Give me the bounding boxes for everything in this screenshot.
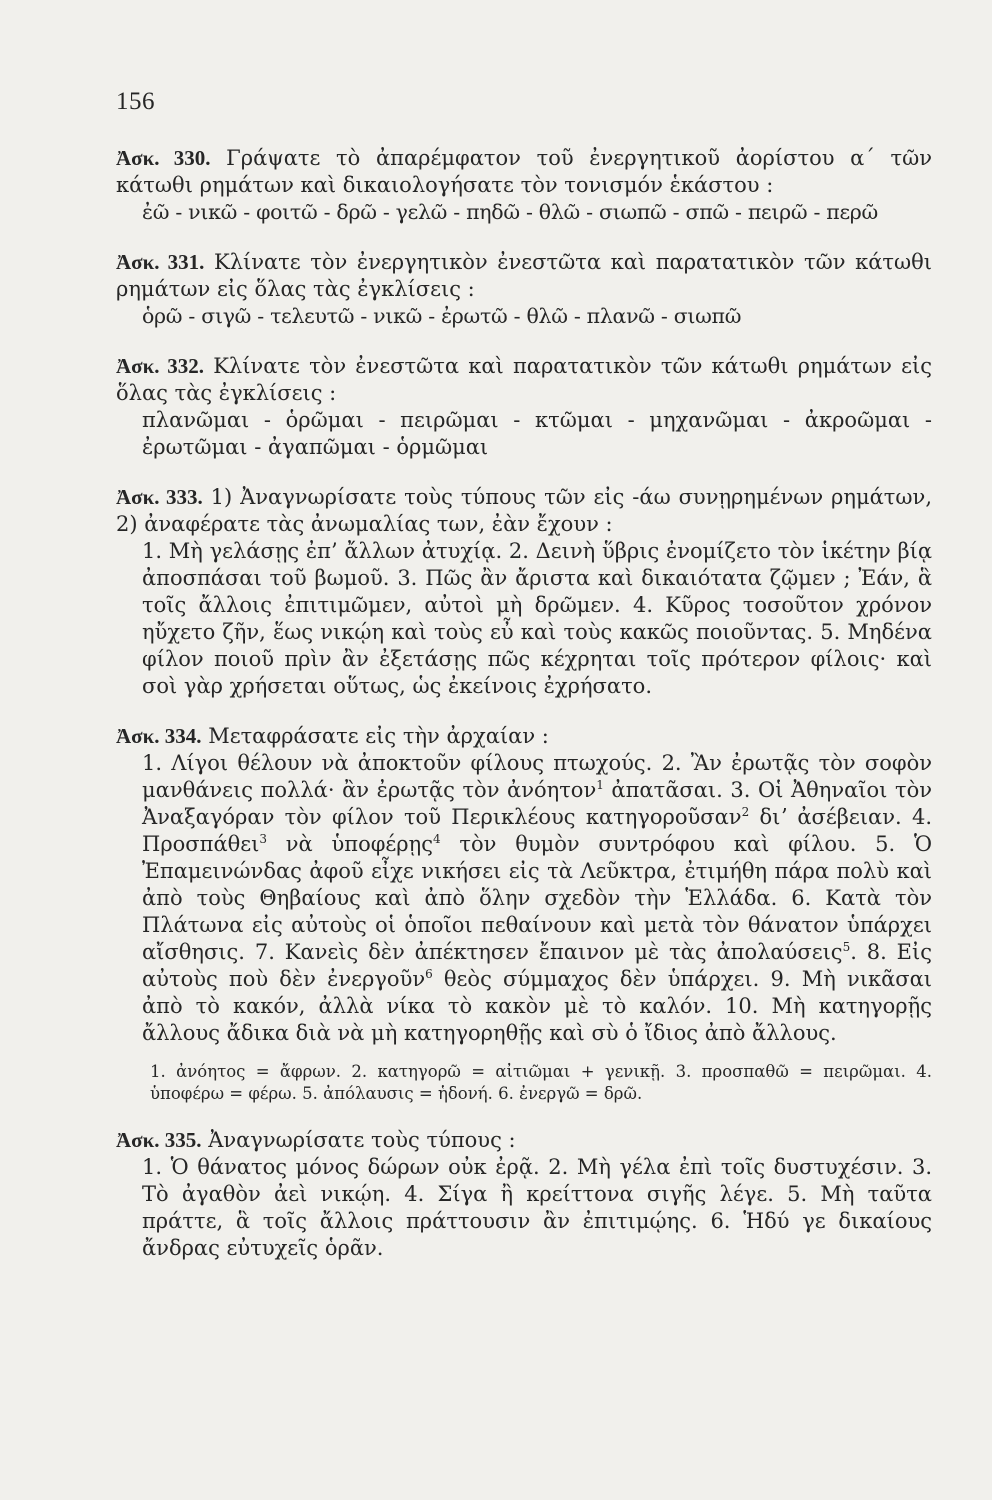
exercise-instruction: Ἀναγνωρίσατε τοὺς τύπους : bbox=[208, 1128, 516, 1152]
sentence-text: διʼ ἀσέβειαν. 4. Προσπάθει bbox=[142, 805, 932, 856]
exercise-instruction: Κλίνατε τὸν ἐνεστῶτα καὶ παρατατικὸν τῶν κάτωθι ρημάτων εἰς ὅλας τὰς ἐγκλίσεις : bbox=[116, 354, 932, 405]
exercise-label: Ἀσκ. 335. bbox=[116, 1128, 202, 1152]
sentence-text: νὰ ὑποφέρῃς bbox=[267, 832, 433, 856]
footnotes: 1. ἀνόητος = ἄφρων. 2. κατηγορῶ = αἰτιῶμαι + γενικῇ. 3. προσπαθῶ = πειρῶμαι. 4. ὑποφέρω = φέρω. 5. ἀπόλαυσις = ἡδονή. 6. ἐνεργῶ = δρῶ. bbox=[150, 1062, 932, 1103]
sentence-text: θεὸς σύμμαχος δὲν ὑπάρχει. 9. Μὴ νικᾶσαι ἀπὸ τὸ κακόν, ἀλλὰ νίκα τὸ κακὸν μὲ τὸ καλόν. 10. Μὴ κατηγορῇς ἄλλους ἄδικα διὰ νὰ μὴ κατηγορηθῇς καὶ σὺ ὁ ἴδιος ἀπὸ ἄλλους. bbox=[142, 967, 932, 1045]
sentence-text: τὸν θυμὸν συντρόφου καὶ φίλου. 5. Ὁ Ἐπαμεινώνδας ἀφοῦ εἶχε νικήσει εἰς τὰ Λεῦκτρα, ἐτιμήθη πάρα πολὺ καὶ ἀπὸ τοὺς Θηβαίους καὶ ἀπὸ ὅλην σχεδὸν τὴν Ἑλλάδα. 6. Κατὰ τὸν Πλάτωνα εἰς αὐτοὺς οἱ ὁποῖοι πεθαίνουν καὶ μετὰ τὸν θάνατον ὑπάρχει αἴσθησις. 7. Κανεὶς δὲν ἀπέκτησεν ἔπαινον μὲ τὰς ἀπολαύσεις bbox=[142, 832, 933, 964]
exercise-label: Ἀσκ. 332. bbox=[116, 354, 205, 378]
exercise-instruction: Γράψατε τὸ ἀπαρέμφατον τοῦ ἐνεργητικοῦ ἀορίστου α΄ τῶν κάτωθι ρημάτων καὶ δικαιολογήσατε τὸν τονισμόν ἑκάστου : bbox=[116, 146, 932, 197]
exercise-verb-list: ὁρῶ - σιγῶ - τελευτῶ - νικῶ - ἐρωτῶ - θλῶ - πλανῶ - σιωπῶ bbox=[142, 304, 742, 328]
exercise-verb-list: ἐῶ - νικῶ - φοιτῶ - δρῶ - γελῶ - πηδῶ - θλῶ - σιωπῶ - σπῶ - πειρῶ - περῶ bbox=[142, 200, 878, 224]
exercise-label: Ἀσκ. 331. bbox=[116, 250, 205, 274]
exercise-label: Ἀσκ. 330. bbox=[116, 146, 211, 170]
footnote-ref: 2 bbox=[741, 805, 750, 819]
exercise-instruction: 1) Ἀναγνωρίσατε τοὺς τύπους τῶν εἰς -άω συνῃρημένων ρημάτων, 2) ἀναφέρατε τὰς ἀνωμαλίας των, ἐὰν ἔχουν : bbox=[116, 485, 932, 536]
sentence-text: ἀπατᾶσαι. 3. Οἱ Ἀθηναῖοι τὸν Ἀναξαγόραν τὸν φίλον τοῦ Περικλέους κατηγοροῦσαν bbox=[142, 778, 932, 829]
exercise-instruction: Μεταφράσατε εἰς τὴν ἀρχαίαν : bbox=[208, 724, 549, 748]
sentence-text: . 8. Εἰς αὐτοὺς ποὺ δὲν ἐνεργοῦν bbox=[142, 940, 932, 991]
exercise-335 bbox=[116, 1127, 932, 1262]
footnote-ref: 4 bbox=[433, 832, 441, 846]
footnote-ref: 3 bbox=[259, 832, 268, 846]
exercise-label: Ἀσκ. 333. bbox=[116, 485, 203, 509]
footnote-ref: 1 bbox=[596, 778, 604, 792]
exercise-332 bbox=[116, 353, 932, 461]
exercise-instruction: Κλίνατε τὸν ἐνεργητικὸν ἐνεστῶτα καὶ παρατατικὸν τῶν κάτωθι ρημάτων εἰς ὅλας τὰς ἐγκλίσεις : bbox=[116, 250, 932, 301]
exercise-label: Ἀσκ. 334. bbox=[116, 724, 202, 748]
sentence-text: 1. Λίγοι θέλουν νὰ ἀποκτοῦν φίλους πτωχούς. 2. Ἂν ἐρωτᾷς τὸν σοφὸν μανθάνεις πολλά· ἂν ἐρωτᾷς τὸν ἀνόητον bbox=[142, 751, 932, 802]
exercise-331 bbox=[116, 249, 932, 330]
exercise-verb-list: πλανῶμαι - ὁρῶμαι - πειρῶμαι - κτῶμαι - μηχανῶμαι - ἀκροῶμαι - ἐρωτῶμαι - ἀγαπῶμαι - ὁρμῶμαι bbox=[142, 408, 932, 459]
exercise-334 bbox=[116, 723, 932, 1047]
exercise-sentences: 1. Ὁ θάνατος μόνος δώρων οὐκ ἐρᾷ. 2. Μὴ γέλα ἐπὶ τοῖς δυστυχέσιν. 3. Τὸ ἀγαθὸν ἀεὶ νικῴη. 4. Σίγα ἢ κρείττονα σιγῆς λέγε. 5. Μὴ ταῦτα πράττε, ἃ τοῖς ἄλλοις πράττουσιν ἂν ἐπιτιμῴης. 6. Ἡδύ γε δικαίους ἄνδρας εὐτυχεῖς ὁρᾶν. bbox=[142, 1155, 932, 1260]
footnote-ref: 5 bbox=[842, 940, 851, 954]
page-number: 156 bbox=[116, 88, 155, 115]
page-body bbox=[116, 145, 932, 1285]
exercise-333 bbox=[116, 484, 932, 700]
exercise-sentences: 1. Μὴ γελάσῃς ἐπ’ ἄλλων ἀτυχίᾳ. 2. Δεινὴ ὕβρις ἐνομίζετο τὸν ἱκέτην βίᾳ ἀποσπάσαι τοῦ βωμοῦ. 3. Πῶς ἂν ἄριστα καὶ δικαιότατα ζῷμεν ; Ἐάν, ἃ τοῖς ἄλλοις ἐπιτιμῶμεν, αὐτοὶ μὴ δρῶμεν. 4. Κῦρος τοσοῦτον χρόνον ηὔχετο ζῆν, ἕως νικῴη καὶ τοὺς εὖ καὶ τοὺς κακῶς ποιοῦντας. 5. Μηδένα φίλον ποιοῦ πρὶν ἂν ἐξετάσῃς πῶς κέχρηται τοῖς πρότερον φίλοις· καὶ σοὶ γὰρ χρήσεται οὕτως, ὡς ἐκείνοις ἐχρήσατο. bbox=[142, 539, 932, 698]
exercise-330 bbox=[116, 145, 932, 226]
footnote-ref: 6 bbox=[425, 967, 433, 981]
exercise-sentences bbox=[116, 750, 932, 1047]
